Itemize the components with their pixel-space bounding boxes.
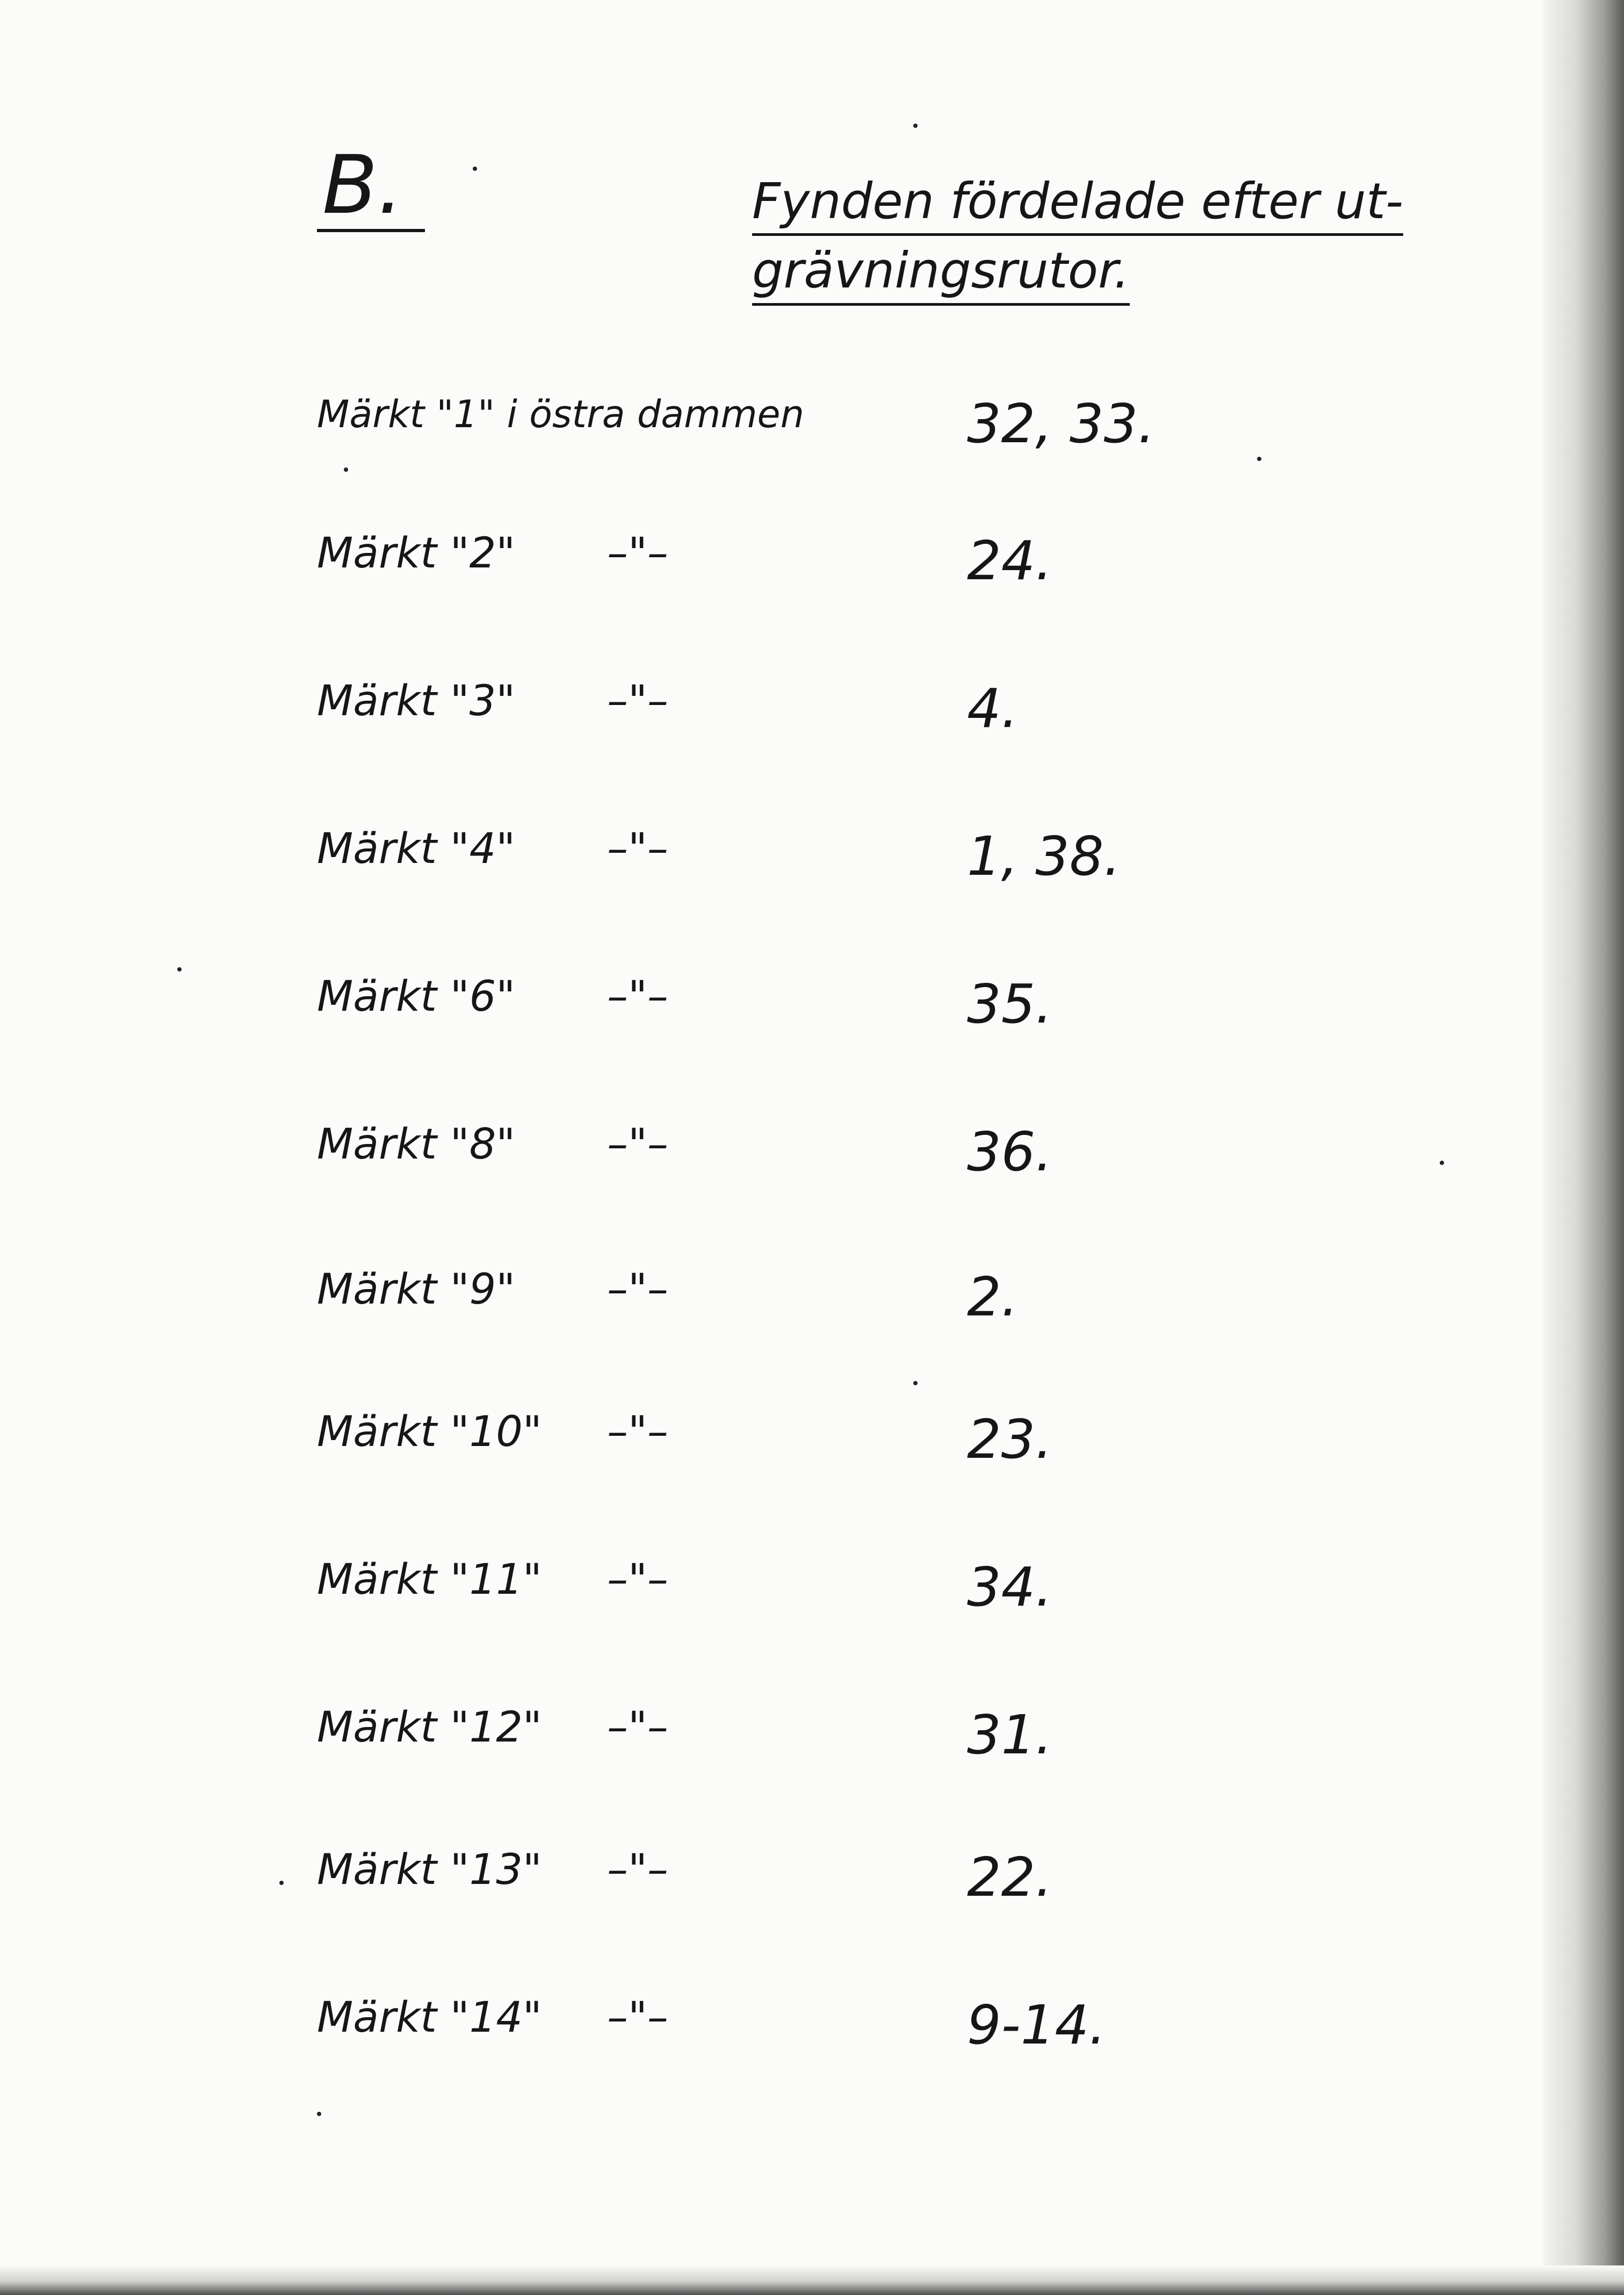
- item-label: Märkt "4": [317, 825, 516, 873]
- item-label: Märkt "10": [317, 1408, 542, 1456]
- item-label: Märkt "1" i östra dammen: [317, 392, 804, 436]
- item-value: 31.: [967, 1703, 1053, 1766]
- ditto-mark: –"–: [607, 1703, 668, 1752]
- item-label: Märkt "6": [317, 973, 516, 1021]
- heading-line-2: grävningsrutor.: [752, 241, 1130, 305]
- item-value: 4.: [967, 677, 1019, 740]
- item-value: 1, 38.: [967, 825, 1121, 888]
- item-value: 2.: [967, 1265, 1019, 1328]
- list-item: [0, 973, 1289, 1053]
- ditto-mark: –"–: [607, 1408, 668, 1456]
- ditto-mark: –"–: [607, 677, 668, 725]
- ditto-mark: –"–: [607, 1120, 668, 1169]
- item-label: Märkt "3": [317, 677, 516, 725]
- item-label: Märkt "8": [317, 1120, 516, 1169]
- heading-line-1: Fynden fördelade efter ut-: [752, 172, 1403, 236]
- paper-speck: [344, 467, 348, 472]
- paper-speck: [317, 2112, 321, 2116]
- page-bottom-shadow: [0, 2265, 1624, 2295]
- item-value: 23.: [967, 1408, 1053, 1471]
- ditto-mark: –"–: [607, 1994, 668, 2042]
- item-value: 35.: [967, 973, 1053, 1035]
- list-item: [0, 1120, 1289, 1201]
- paper-speck: [913, 1381, 918, 1385]
- page-edge-shadow: [1543, 0, 1624, 2295]
- item-label: Märkt "9": [317, 1265, 516, 1314]
- list-item: [0, 1556, 1289, 1636]
- list-item: [0, 1265, 1289, 1346]
- paper-speck: [473, 167, 477, 171]
- list-item: [0, 1408, 1289, 1488]
- ditto-mark: –"–: [607, 825, 668, 873]
- item-value: 34.: [967, 1556, 1053, 1618]
- item-value: 32, 33.: [967, 392, 1155, 455]
- list-item: [0, 1994, 1289, 2074]
- list-item: [0, 677, 1289, 758]
- item-label: Märkt "14": [317, 1994, 542, 2042]
- ditto-mark: –"–: [607, 529, 668, 578]
- list-item: [0, 825, 1289, 905]
- item-label: Märkt "12": [317, 1703, 542, 1752]
- item-label: Märkt "13": [317, 1846, 542, 1894]
- list-item: [0, 392, 1289, 473]
- item-label: Märkt "11": [317, 1556, 542, 1604]
- paper-speck: [1440, 1161, 1444, 1165]
- ditto-mark: –"–: [607, 973, 668, 1021]
- item-value: 36.: [967, 1120, 1053, 1183]
- list-item: [0, 1846, 1289, 1926]
- paper-speck: [279, 1881, 284, 1885]
- ditto-mark: –"–: [607, 1265, 668, 1314]
- item-value: 22.: [967, 1846, 1053, 1909]
- item-value: 24.: [967, 529, 1053, 592]
- paper-speck: [913, 124, 918, 128]
- page-heading: [752, 172, 1403, 306]
- item-value: 9-14.: [967, 1994, 1106, 2056]
- ditto-mark: –"–: [607, 1846, 668, 1894]
- paper-speck: [177, 967, 182, 972]
- item-label: Märkt "2": [317, 529, 516, 578]
- ditto-mark: –"–: [607, 1556, 668, 1604]
- list-item: [0, 529, 1289, 610]
- section-letter: B.: [317, 145, 425, 232]
- paper-speck: [1257, 457, 1261, 461]
- list-item: [0, 1703, 1289, 1784]
